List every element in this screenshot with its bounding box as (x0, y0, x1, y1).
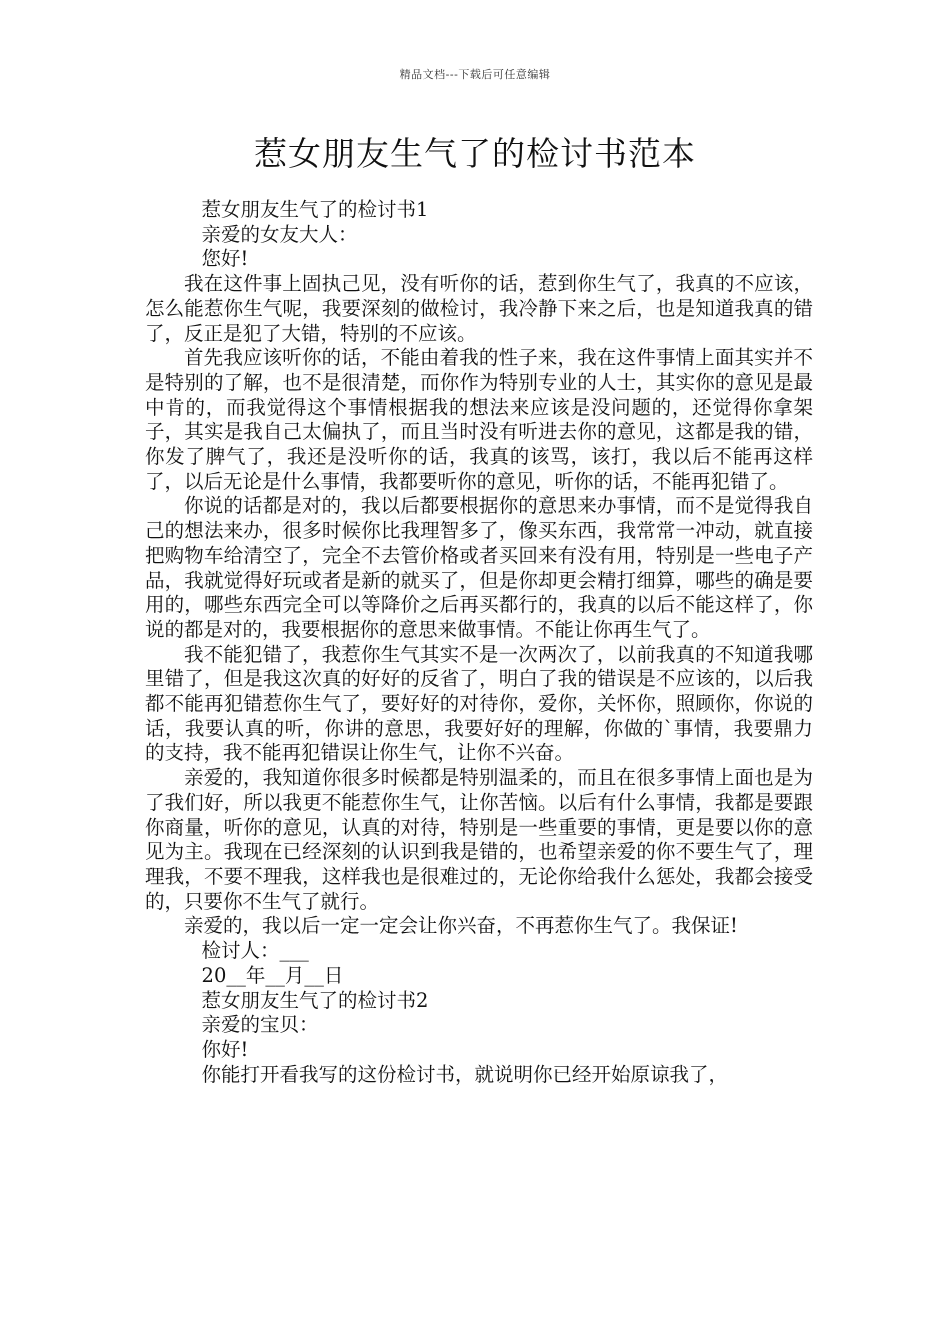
header-note: 精品文档---下载后可任意编辑 (399, 68, 551, 81)
letter2-salutation: 亲爱的宝贝： (201, 1013, 319, 1037)
letter1-salutation: 亲爱的女友大人： (201, 222, 358, 246)
letter1-paragraph: 你说的话都是对的，我以后都要根据你的意思来办事情，而不是觉得我自己的想法来办，很多时候你比我理智多了，像买东西，我常常一冲动，就直接把购物车给清空了，完全不去管价格或者买回来有没有用，特别是一些电子产品，我就觉得好玩或者是新的就买了，但是你却更会精打细算，哪些的确是要用的，哪些东西完全可以等降价之后再买都行的，我真的以后不能这样了，你说的都是对的，我要根据你的意思来做事情。不能让你再生气了。 (145, 494, 813, 641)
letter1-paragraph: 我不能犯错了，我惹你生气其实不是一次两次了，以前我真的不知道我哪里错了，但是我这次真的好好的反省了，明白了我的错误是不应该的，以后我都不能再犯错惹你生气了，要好好的对待你，爱你，关怀你，照顾你，你说的话，我要认真的听，你讲的意思，我要好好的理解，你做的`事情，我要鼎力的支持，我不能再犯错误让你生气，让你不兴奋。 (145, 642, 813, 765)
document-title: 惹女朋友生气了的检讨书范本 (254, 134, 696, 173)
letter1-paragraph: 亲爱的，我以后一定一定会让你兴奋，不再惹你生气了。我保证! (184, 914, 738, 938)
document-body (145, 198, 813, 1087)
letter1-paragraph: 首先我应该听你的话，不能由着我的性子来，我在这件事情上面其实并不是特别的了解，也不是很清楚，而你作为特别专业的人士，其实你的意见是最中肯的，而我觉得这个事情根据我的想法来应该是没问题的，还觉得你拿架子，其实是我自己太偏执了，而且当时没有听进去你的意见，这都是我的错，你发了脾气了，我还是没听你的话，我真的该骂，该打，我以后不能再这样了，以后无论是什么事情，我都要听你的意见，听你的话，不能再犯错了。 (145, 346, 813, 493)
letter2-greeting: 你好! (201, 1037, 249, 1061)
letter2-paragraph: 你能打开看我写的这份检讨书，就说明你已经开始原谅我了， (201, 1062, 729, 1086)
letter1-paragraph: 亲爱的，我知道你很多时候都是特别温柔的，而且在很多事情上面也是为了我们好，所以我更不能惹你生气，让你苦恼。以后有什么事情，我都是要跟你商量，听你的意见，认真的对待，特别是一些重要的事情，更是要以你的意见为主。我现在已经深刻的认识到我是错的，也希望亲爱的你不要生气了，理理我，不要不理我，这样我也是很难过的，无论你给我什么惩处，我都会接受的，只要你不生气了就行。 (145, 766, 813, 913)
letter1-paragraph: 我在这件事上固执己见，没有听你的话，惹到你生气了，我真的不应该，怎么能惹你生气呢，我要深刻的做检讨，我冷静下来之后，也是知道我真的错了，反正是犯了大错，特别的不应该。 (145, 272, 813, 345)
letter1-date: 20__年__月__日 (201, 963, 344, 987)
letter1-signature: 检讨人：___ (201, 939, 309, 963)
letter2-heading: 惹女朋友生气了的检讨书2 (201, 988, 429, 1012)
letter1-greeting: 您好! (201, 247, 249, 271)
letter1-heading: 惹女朋友生气了的检讨书1 (201, 198, 429, 221)
